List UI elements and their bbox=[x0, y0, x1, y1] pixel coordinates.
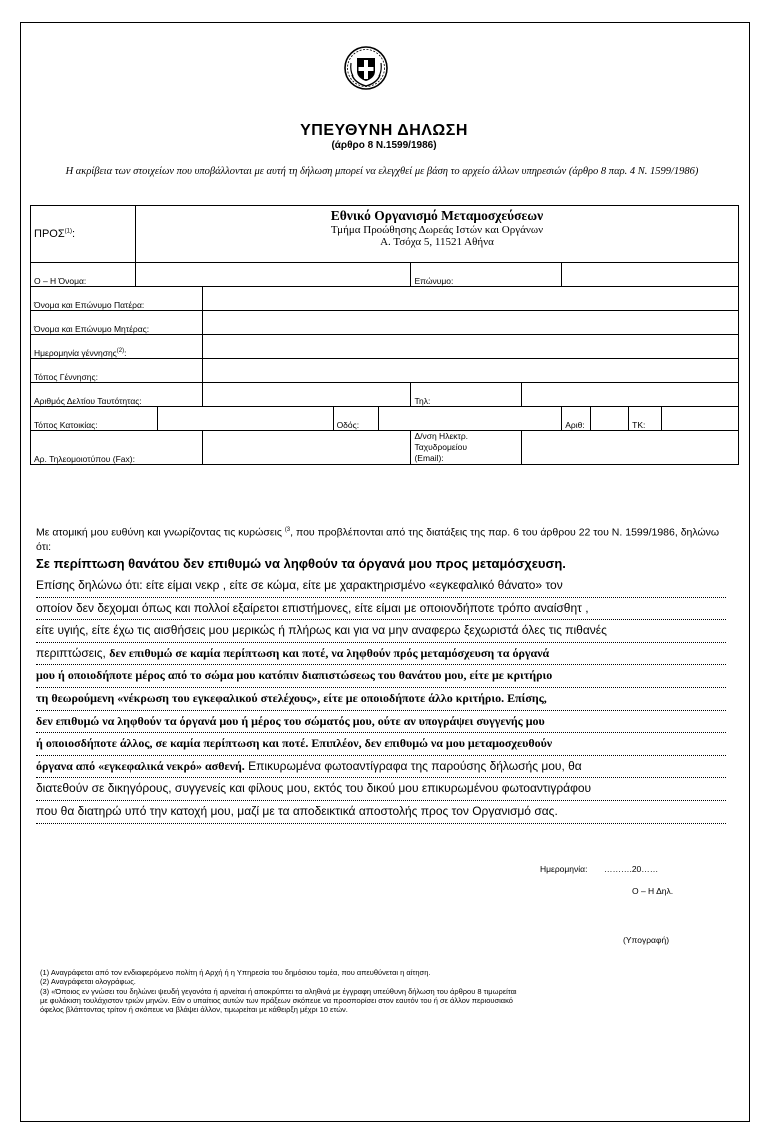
declaration-line: μου ή οποιοδήποτε μέρος από το σώμα μου κατόπιν διαπιστώσεως του θανάτου μου, είτε με κριτήριο bbox=[36, 665, 726, 688]
greek-coat-of-arms-emblem bbox=[343, 45, 389, 91]
email-field[interactable] bbox=[522, 431, 739, 465]
street-number-label: Αριθ: bbox=[562, 407, 591, 431]
footnote-3-cont: όφελος βλάπτοντας τρίτον ή σκόπευε να βλάψει άλλον, τιμωρείται με κάθειρξη μέχρι 10 ετών. bbox=[40, 1005, 348, 1015]
declaration-body bbox=[36, 575, 726, 824]
document-subtitle: (άρθρο 8 Ν.1599/1986) bbox=[331, 140, 437, 151]
document-title: ΥΠΕΥΘΥΝΗ ΔΗΛΩΣΗ bbox=[300, 122, 468, 139]
footnote-3: (3) «Όποιος εν γνώσει του δηλώνει ψευδή γεγονότα ή αρνείται ή αποκρύπτει τα αληθινά με έγγραφη υπεύθυνη δήλωση του άρθρου 8 τιμωρείται bbox=[40, 986, 517, 996]
birthdate-label: Ημερομηνία γέννησης$^{(2)}$: bbox=[31, 335, 203, 359]
fax-field[interactable] bbox=[202, 431, 411, 465]
surname-field[interactable] bbox=[562, 263, 739, 287]
addressee-organization: Εθνικό Οργανισμό Μεταμοσχεύσεων bbox=[330, 208, 544, 223]
declaration-line: είτε υγιής, είτε έχω τις αισθήσεις μου μερικώς ή πλήρως και για να μην αναφερω ξεχωριστά όλες τις πιθανές bbox=[36, 620, 726, 643]
declarant-signer-label: Ο – Η Δηλ. bbox=[632, 886, 674, 896]
date-line bbox=[540, 864, 658, 874]
declarant-details-table bbox=[30, 205, 739, 465]
declaration-headline: Σε περίπτωση θανάτου δεν επιθυμώ να ληφθούν τα όργανά μου προς μεταμόσχευση. bbox=[36, 556, 566, 571]
accuracy-note: Η ακρίβεια των στοιχείων που υποβάλλονται με αυτή τη δήλωση μπορεί να ελεγχθεί με βάση το αρχείο άλλων υπηρεσιών (άρθρο 8 παρ. 4 Ν. 1599/1986) bbox=[65, 166, 699, 177]
footnotes bbox=[40, 968, 730, 1014]
footnote-1: (1) Αναγράφεται από τον ενδιαφερόμενο πολίτη ή Αρχή ή η Υπηρεσία του δημόσιου τομέα, που απευθύνεται η αίτηση. bbox=[40, 968, 431, 977]
fax-label: Αρ. Τηλεομοιοτύπου (Fax): bbox=[31, 431, 203, 465]
street-field[interactable] bbox=[378, 407, 562, 431]
name-label: Ο – Η Όνομα: bbox=[31, 263, 136, 287]
addressee-address: Α. Τσόχα 5, 11521 Αθήνα bbox=[380, 236, 494, 248]
phone-label: Τηλ: bbox=[411, 383, 522, 407]
declaration-line: δεν επιθυμώ να ληφθούν τα όργανά μου ή μέρος του σώματός μου, ούτε αν υπογράψει συγγενής μου bbox=[36, 711, 726, 734]
document-page bbox=[20, 22, 750, 1122]
street-label: Οδός: bbox=[333, 407, 378, 431]
declaration-line: που θα διατηρώ υπό την κατοχή μου, μαζί με τα αποδεικτικά αποστολής προς τον Οργανισμό σας. bbox=[36, 801, 726, 824]
postcode-label: ΤΚ: bbox=[629, 407, 662, 431]
addressee-department: Τμήμα Προώθησης Δωρεάς Ιστών και Οργάνων bbox=[330, 224, 544, 236]
declaration-line: διατεθούν σε δικηγόρους, συγγενείς και φίλους μου, εκτός του δικού μου επικυρωμένου φωτοαντιγράφου bbox=[36, 778, 726, 801]
id-number-field[interactable] bbox=[202, 383, 411, 407]
declaration-line: όργανα από «εγκεφαλικά νεκρό» ασθενή. Επικυρωμένα φωτοαντίγραφα της παρούσης δήλωσής μου, θα bbox=[36, 756, 726, 779]
declaration-intro: Με ατομική μου ευθύνη και γνωρίζοντας τις κυρώσεις $^{(3}$, που προβλέπονται από της διατάξεις της παρ. 6 του άρθρου 22 του Ν. 1599/1986, δηλώνω ότι: bbox=[36, 526, 720, 553]
email-label: Δ/νση Ηλεκτρ. Ταχυδρομείου (Email): bbox=[411, 431, 522, 465]
father-name-field[interactable] bbox=[202, 287, 738, 311]
postcode-field[interactable] bbox=[662, 407, 739, 431]
declaration-line: τη θεωρούμενη «νέκρωση του εγκεφαλικού στελέχους», είτε με οποιοδήποτε άλλο κριτήριο. Επίσης, bbox=[36, 688, 726, 711]
birthplace-field[interactable] bbox=[202, 359, 738, 383]
mother-name-label: Όνομα και Επώνυμο Μητέρας: bbox=[31, 311, 203, 335]
signature-label: (Υπογραφή) bbox=[623, 935, 670, 945]
date-value[interactable]: ……….20…… bbox=[603, 864, 659, 874]
id-number-label: Αριθμός Δελτίου Ταυτότητας: bbox=[31, 383, 203, 407]
father-name-label: Όνομα και Επώνυμο Πατέρα: bbox=[31, 287, 203, 311]
pros-label: ΠΡΟΣ$^{(1)}$: bbox=[31, 206, 136, 263]
footnote-2: (2) Αναγράφεται ολογράφως. bbox=[40, 977, 136, 987]
date-label: Ημερομηνία: bbox=[540, 864, 588, 874]
name-field[interactable] bbox=[135, 263, 410, 287]
birthplace-label: Τόπος Γέννησης: bbox=[31, 359, 203, 383]
birthdate-field[interactable] bbox=[202, 335, 738, 359]
surname-label: Επώνυμο: bbox=[411, 263, 562, 287]
residence-label: Τόπος Κατοικίας: bbox=[31, 407, 158, 431]
declaration-line: ή οποιοσδήποτε άλλος, σε καμία περίπτωση και ποτέ. Επιπλέον, δεν επιθυμώ να μου μεταμοσχευθούν bbox=[36, 733, 726, 756]
footnote-3-cont: με φυλάκιση τουλάχιστον τριών μηνών. Εάν ο υπαίτιος αυτών των πράξεων σκόπευε να προσπορίσει στον εαυτόν του ή σε άλλον περιουσιακό bbox=[40, 995, 513, 1005]
declaration-line: περιπτώσεις, δεν επιθυμώ σε καμία περίπτωση και ποτέ, να ληφθούν πρός μεταμόσχευση τα όργανά bbox=[36, 643, 726, 666]
phone-field[interactable] bbox=[522, 383, 739, 407]
addressee-cell bbox=[135, 206, 738, 263]
street-number-field[interactable] bbox=[591, 407, 629, 431]
residence-field[interactable] bbox=[157, 407, 333, 431]
declaration-line: Επίσης δηλώνω ότι: είτε είμαι νεκρ , είτε σε κώμα, είτε με χαρακτηρισμένο «εγκεφαλικό θάνατο» τον bbox=[36, 575, 726, 598]
declaration-line: οποίον δεν δεχομαι όπως και πολλοί εξαίρετοι επιστήμονες, είτε είμαι με οποιονδήποτε τρόπο αναίσθητ , bbox=[36, 598, 726, 621]
mother-name-field[interactable] bbox=[202, 311, 738, 335]
